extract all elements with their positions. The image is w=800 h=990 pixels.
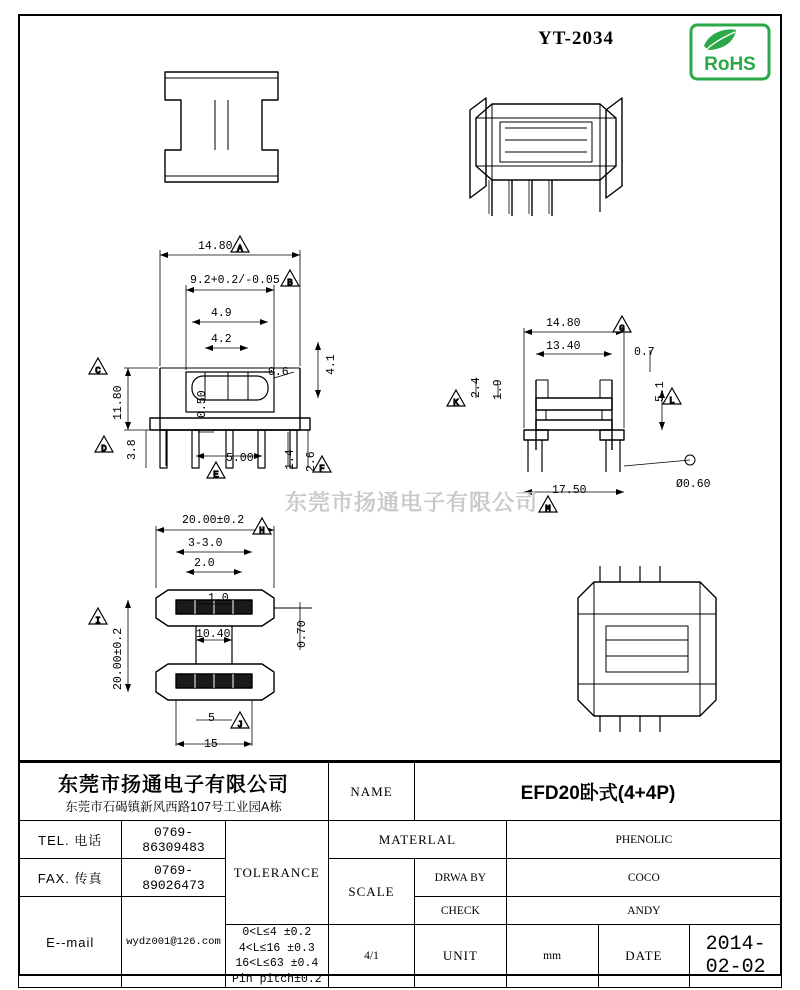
tolerance-row-0: 0<L≤4 ±0.2 — [242, 926, 312, 939]
tel-label: TEL. 电话 — [19, 821, 122, 859]
svg-text:RoHS: RoHS — [704, 54, 756, 75]
dim-20-00-h: 20.00±0.2 — [182, 514, 245, 527]
dim-5-1: 5.1 — [654, 381, 667, 402]
dim-dia-0-60: Ø0.60 — [676, 478, 711, 491]
dim-3-3-0: 3-3.0 — [188, 537, 223, 550]
svg-text:E: E — [213, 470, 219, 480]
title-block — [18, 760, 782, 986]
svg-text:I: I — [95, 616, 101, 626]
part-name-value: EFD20卧式(4+4P) — [415, 763, 782, 821]
dim-2-0: 2.0 — [194, 557, 215, 570]
material-label: MATERLAL — [329, 821, 507, 859]
svg-text:A: A — [237, 244, 243, 254]
tolerance-rows — [225, 925, 328, 988]
dim-4-2: 4.2 — [211, 333, 232, 346]
dim-0-6: 0.6 — [268, 366, 289, 379]
dim-0-50: 0.50 — [196, 390, 209, 418]
svg-text:H: H — [259, 526, 265, 536]
part-number: YT-2034 — [538, 28, 614, 49]
dim-5: 5 — [208, 712, 215, 725]
tolerance-row-3: Pin pitch±0.2 — [231, 972, 322, 986]
email-label: E--mail — [19, 897, 122, 988]
dim-3-8: 3.8 — [126, 439, 139, 460]
dim-1-9: 1.9 — [492, 379, 505, 400]
dim-9-2: 9.2+0.2/-0.05 — [190, 274, 280, 287]
tel-value: 0769-86309483 — [122, 821, 225, 859]
email-value: wydz001@126.com — [122, 897, 225, 988]
scale-value: 4/1 — [329, 925, 415, 988]
svg-text:B: B — [287, 278, 293, 288]
dim-13-40: 13.40 — [546, 340, 581, 353]
name-label: NAME — [329, 763, 415, 821]
dim-1-0: 1.0 — [208, 592, 229, 605]
company-name: 东莞市扬通电子有限公司 — [58, 774, 289, 796]
dim-5-00: 5.00 — [226, 452, 254, 465]
svg-text:K: K — [453, 398, 459, 408]
svg-text:J: J — [237, 720, 243, 730]
dim-1-4: 1.4 — [284, 449, 297, 470]
svg-text:G: G — [619, 324, 625, 334]
svg-text:L: L — [669, 396, 675, 406]
dim-14-80-top: 14.80 — [198, 240, 233, 253]
svg-text:F: F — [319, 464, 325, 474]
dim-2-6: 2.6 — [305, 451, 318, 472]
tolerance-label: TOLERANCE — [225, 821, 328, 925]
tolerance-row-1: 4<L≤16 ±0.3 — [238, 941, 315, 955]
material-value: PHENOLIC — [506, 821, 781, 859]
dim-11-80: 11.80 — [112, 385, 125, 420]
fax-label: FAX. 传真 — [19, 859, 122, 897]
dim-17-50: 17.50 — [552, 484, 587, 497]
date-label: DATE — [598, 925, 690, 988]
check-label: CHECK — [415, 897, 507, 925]
dim-0-70: 0.70 — [296, 620, 309, 648]
svg-text:D: D — [101, 444, 107, 454]
dim-15: 15 — [204, 738, 218, 751]
drawn-by-label: DRWA BY — [415, 859, 507, 897]
check-value: ANDY — [506, 897, 781, 925]
unit-value: mm — [506, 925, 598, 988]
drawn-by-value: COCO — [506, 859, 781, 897]
watermark-text: 东莞市扬通电子有限公司 — [285, 490, 539, 515]
dim-14-80-side: 14.80 — [546, 317, 581, 330]
unit-label: UNIT — [415, 925, 507, 988]
fax-value: 0769-89026473 — [122, 859, 225, 897]
dim-4-1: 4.1 — [325, 354, 338, 375]
dim-0-7: 0.7 — [634, 346, 655, 359]
dim-4-9: 4.9 — [211, 307, 232, 320]
svg-text:M: M — [545, 504, 551, 514]
dim-10-40: 10.40 — [196, 628, 231, 641]
tolerance-row-2: 16<L≤63 ±0.4 — [235, 957, 319, 971]
dim-20-00-v: 20.00±0.2 — [112, 627, 125, 690]
company-address: 东莞市石碣镇新风西路107号工业园A栋 — [65, 800, 282, 814]
scale-label: SCALE — [329, 859, 415, 925]
date-value: 2014-02-02 — [690, 925, 782, 988]
svg-text:C: C — [95, 366, 101, 376]
dim-2-4: 2.4 — [470, 377, 483, 398]
